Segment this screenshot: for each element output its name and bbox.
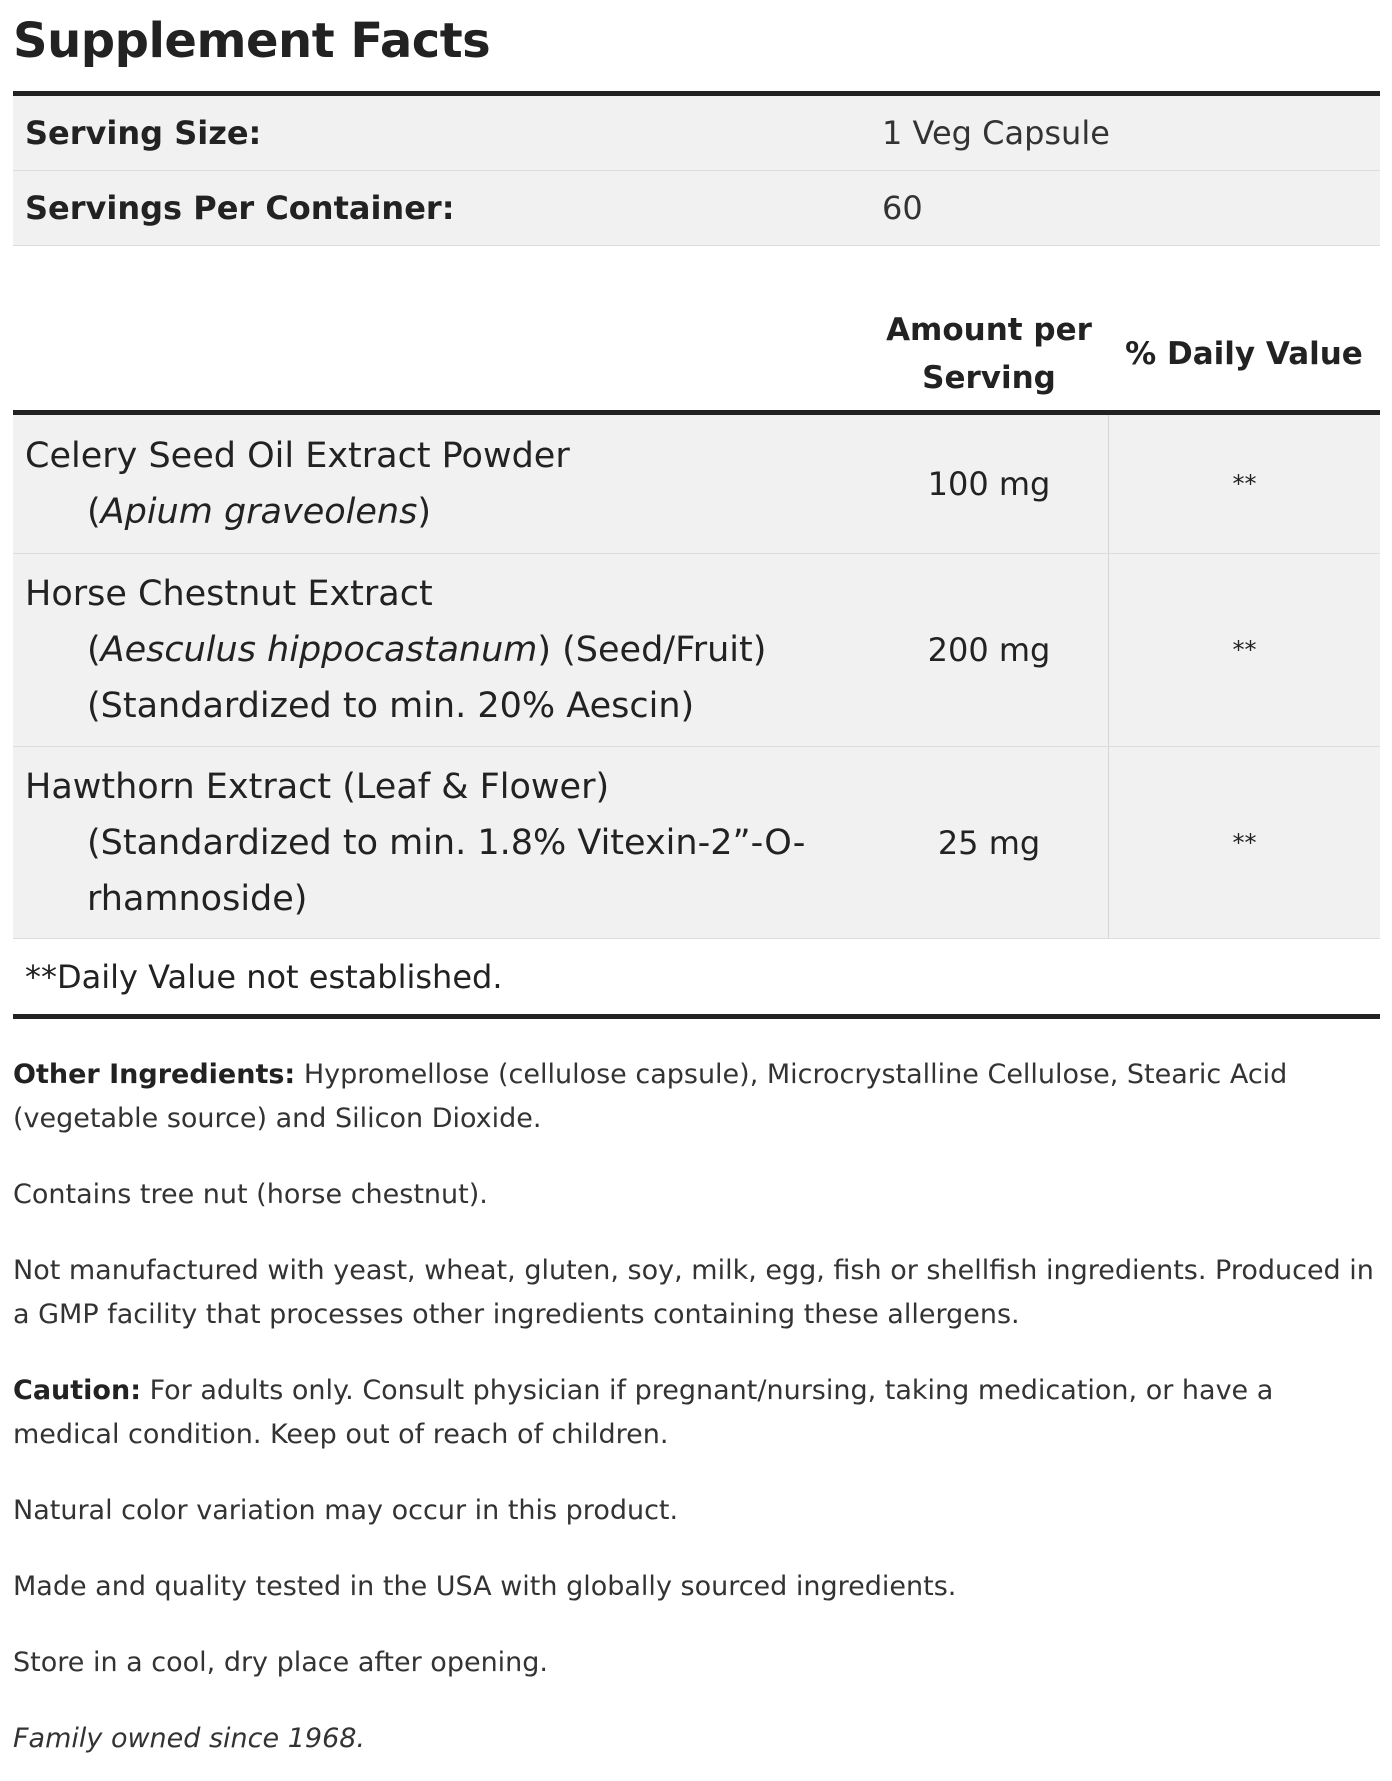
ingredient-detail: (Standardized to min. 1.8% Vitexin-2”-O-	[87, 822, 806, 863]
serving-size-label: Serving Size:	[25, 114, 262, 152]
ingredient-name-cell	[13, 554, 870, 746]
servings-per-container-label: Servings Per Container:	[25, 189, 455, 227]
daily-value-footnote: **Daily Value not established.	[25, 957, 503, 996]
caution-notice: Caution: For adults only. Consult physician if pregnant/nursing, taking medication, or have a medical condition. Keep out of reach of children.	[13, 1375, 1274, 1450]
product-notes	[13, 1019, 1380, 1761]
header-amount-per-serving	[870, 306, 1108, 402]
daily-value-cell: **	[1108, 415, 1380, 553]
family-owned-notice: Family owned since 1968.	[13, 1723, 366, 1754]
color-variation-notice: Natural color variation may occur in this product.	[13, 1495, 679, 1526]
header-amount-line1: Amount per	[886, 311, 1092, 348]
ingredient-name: Horse Chestnut Extract	[25, 574, 433, 614]
table-row	[13, 415, 1380, 554]
amount-cell: 200 mg	[927, 631, 1051, 669]
ingredient-name: Celery Seed Oil Extract Powder	[25, 436, 570, 476]
header-daily-value: % Daily Value	[1125, 335, 1363, 372]
table-row	[13, 747, 1380, 939]
ingredient-name: Hawthorn Extract (Leaf & Flower)	[25, 766, 610, 807]
ingredient-name-cell	[13, 415, 870, 553]
amount-cell: 100 mg	[927, 465, 1051, 503]
table-header	[13, 297, 1380, 410]
allergen-notice: Not manufactured with yeast, wheat, gluten, soy, milk, egg, fish or shellfish ingredients. Produced in a GMP facility that processes other ingredients containing these allergens.	[13, 1255, 1374, 1330]
serving-size-row	[13, 96, 1380, 171]
ingredient-detail: (Apium graveolens)	[87, 492, 431, 532]
page-title: Supplement Facts	[13, 13, 491, 69]
daily-value-cell: **	[1108, 747, 1380, 938]
ingredient-name-cell	[13, 747, 870, 938]
ingredient-detail: rhamnoside)	[87, 878, 308, 919]
other-ingredients: Other Ingredients: Hypromellose (cellulose capsule), Microcrystalline Cellulose, Stearic Acid (vegetable source) and Silicon Dioxide.	[13, 1059, 1288, 1134]
made-in-usa-notice: Made and quality tested in the USA with globally sourced ingredients.	[13, 1571, 957, 1602]
servings-per-container-row	[13, 171, 1380, 246]
servings-per-container-value: 60	[882, 189, 923, 227]
serving-size-value: 1 Veg Capsule	[882, 114, 1110, 152]
daily-value-cell: **	[1108, 554, 1380, 746]
tree-nut-notice: Contains tree nut (horse chestnut).	[13, 1179, 488, 1210]
table-row	[13, 554, 1380, 747]
amount-cell: 25 mg	[937, 823, 1041, 862]
storage-notice: Store in a cool, dry place after opening.	[13, 1647, 549, 1678]
header-amount-line2: Serving	[922, 359, 1056, 396]
ingredient-detail: (Standardized to min. 20% Aescin)	[87, 686, 695, 726]
ingredient-detail: (Aesculus hippocastanum) (Seed/Fruit)	[87, 630, 767, 670]
